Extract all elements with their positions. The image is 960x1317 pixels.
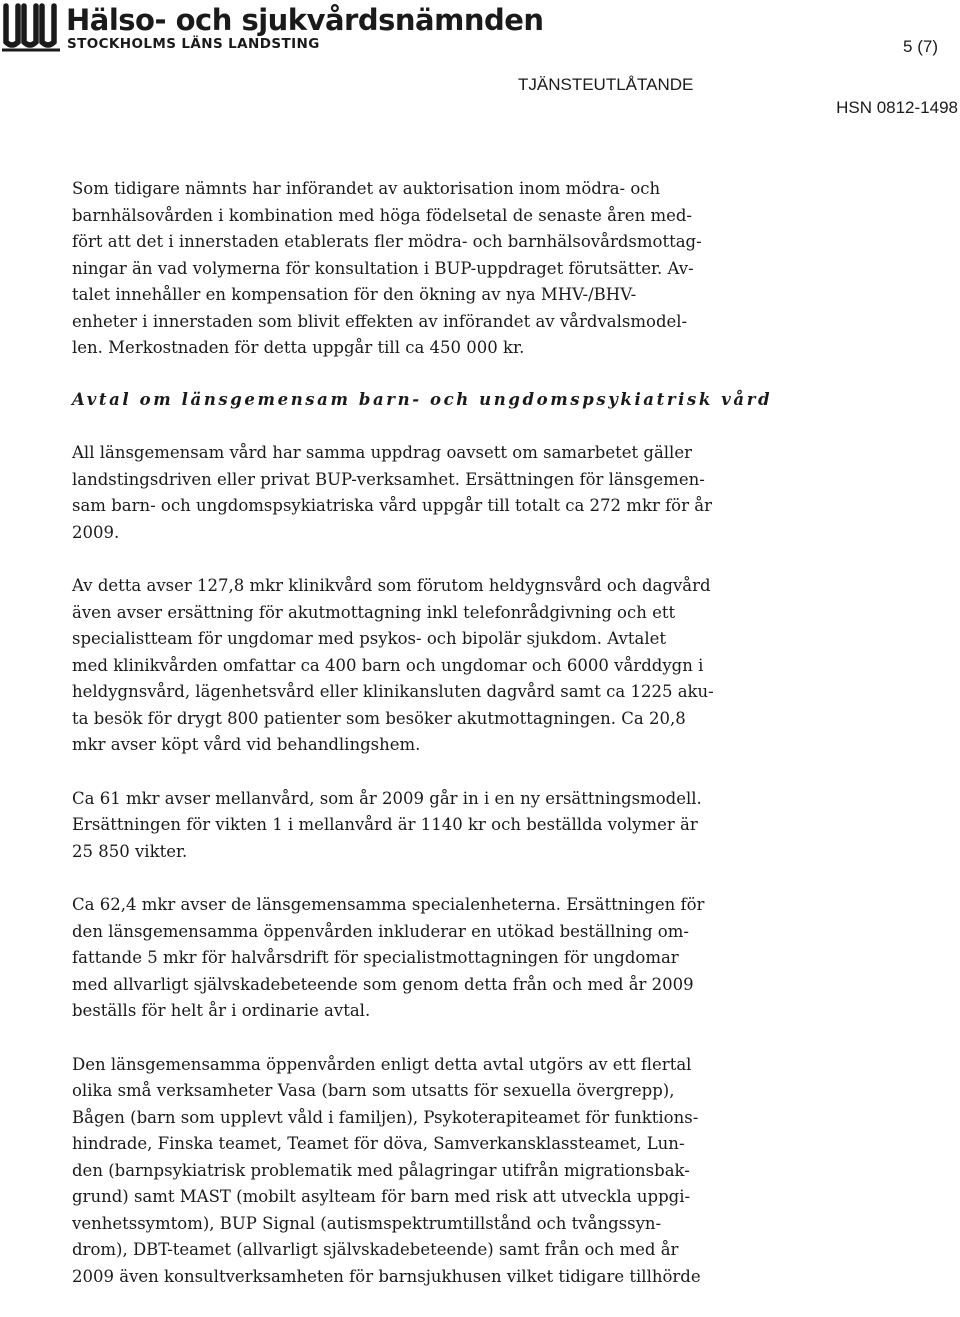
text-line: Som tidigare nämnts har införandet av auktorisation inom mödra- och xyxy=(72,179,661,198)
text-line: Ca 61 mkr avser mellanvård, som år 2009 går in i en ny ersättningsmodell. xyxy=(72,788,702,808)
text-line: den (barnpsykiatrisk problematik med pålagringar utifrån migrationsbak- xyxy=(72,1160,690,1180)
text-line: fört att det i innerstaden etablerats fler mödra- och barnhälsovårdsmottag- xyxy=(72,232,702,251)
text-line: olika små verksamheter Vasa (barn som utsatts för sexuella övergrepp), xyxy=(72,1081,675,1100)
text-line: All länsgemensam vård har samma uppdrag oavsett om samarbetet gäller xyxy=(72,443,692,462)
organization-name: Hälso- och sjukvårdsnämnden xyxy=(66,3,544,37)
text-line: barnhälsovården i kombination med höga födelsetal de senaste åren med- xyxy=(72,205,692,225)
text-line: Av detta avser 127,8 mkr klinikvård som förutom heldygnsvård och dagvård xyxy=(72,576,711,595)
text-line: enheter i innerstaden som blivit effekten av införandet av vårdvalsmodel- xyxy=(72,311,688,331)
page-number: 5 (7) xyxy=(903,37,938,56)
paragraph-klinikvard xyxy=(72,573,772,759)
text-line: Bågen (barn som upplevt våld i familjen), Psykoterapiteamet för funktions- xyxy=(72,1107,699,1127)
text-line: grund) samt MAST (mobilt asylteam för barn med risk att utveckla uppgi- xyxy=(72,1187,691,1206)
text-line: specialistteam för ungdomar med psykos- och bipolär sjukdom. Avtalet xyxy=(72,629,666,648)
paragraph-auktorisation xyxy=(72,176,772,362)
text-line: len. Merkostnaden för detta uppgår till ca 450 000 kr. xyxy=(72,338,525,357)
text-line: Den länsgemensamma öppenvården enligt detta avtal utgörs av ett flertal xyxy=(72,1054,692,1074)
document-reference: HSN 0812-1498 xyxy=(836,98,958,117)
text-line: hindrade, Finska teamet, Teamet för döva, Samverkansklassteamet, Lun- xyxy=(72,1134,685,1153)
paragraph-mellanvard xyxy=(72,786,772,866)
paragraph-lansgemensam xyxy=(72,440,772,546)
paragraph-specialenheter xyxy=(72,892,772,1025)
organization-subtitle: STOCKHOLMS LÄNS LANDSTING xyxy=(67,36,320,52)
text-line: Ersättningen för vikten 1 i mellanvård är 1140 kr och beställda volymer är xyxy=(72,815,698,834)
text-line: 2009. xyxy=(72,522,120,542)
text-line: beställs för helt år i ordinarie avtal. xyxy=(72,1001,371,1020)
text-line: även avser ersättning för akutmottagning inkl telefonrådgivning och ett xyxy=(72,602,676,622)
paragraph-oppenvard xyxy=(72,1052,772,1291)
document-type: TJÄNSTEUTLÅTANDE xyxy=(518,75,694,94)
text-line: den länsgemensamma öppenvården inkluderar en utökad beställning om- xyxy=(72,921,689,941)
text-line: ta besök för drygt 800 patienter som besöker akutmottagningen. Ca 20,8 xyxy=(72,708,686,728)
text-line: drom), DBT-teamet (allvarligt självskadebeteende) samt från och med år xyxy=(72,1240,679,1259)
text-line: mkr avser köpt vård vid behandlingshem. xyxy=(72,735,421,754)
text-line: heldygnsvård, lägenhetsvård eller klinikansluten dagvård samt ca 1225 aku- xyxy=(72,682,714,701)
text-line: 2009 även konsultverksamheten för barnsjukhusen vilket tidigare tillhörde xyxy=(72,1266,701,1286)
text-line: med klinikvården omfattar ca 400 barn och ungdomar och 6000 vårddygn i xyxy=(72,655,704,675)
text-line: landstingsdriven eller privat BUP-verksamhet. Ersättningen för länsgemen- xyxy=(72,469,705,489)
text-line: ningar än vad volymerna för konsultation i BUP-uppdraget förutsätter. Av- xyxy=(72,258,694,278)
section-heading: Avtal om länsgemensam barn- och ungdomspsykiatrisk vård xyxy=(72,389,773,409)
text-line: venhetssymtom), BUP Signal (autismspektrumtillstånd och tvångssyn- xyxy=(72,1213,662,1233)
document-body xyxy=(72,176,772,1317)
text-line: talet innehåller en kompensation för den ökning av nya MHV-/BHV- xyxy=(72,285,637,304)
text-line: 25 850 vikter. xyxy=(72,841,188,861)
text-line: sam barn- och ungdomspsykiatriska vård uppgår till totalt ca 272 mkr för år xyxy=(72,496,712,515)
text-line: Ca 62,4 mkr avser de länsgemensamma specialenheterna. Ersättningen för xyxy=(72,895,705,914)
text-line: med allvarligt självskadebeteende som genom detta från och med år 2009 xyxy=(72,974,694,994)
sll-logo-icon xyxy=(0,2,62,54)
text-line: fattande 5 mkr för halvårsdrift för specialistmottagningen för ungdomar xyxy=(72,948,679,967)
document-header xyxy=(0,0,960,130)
